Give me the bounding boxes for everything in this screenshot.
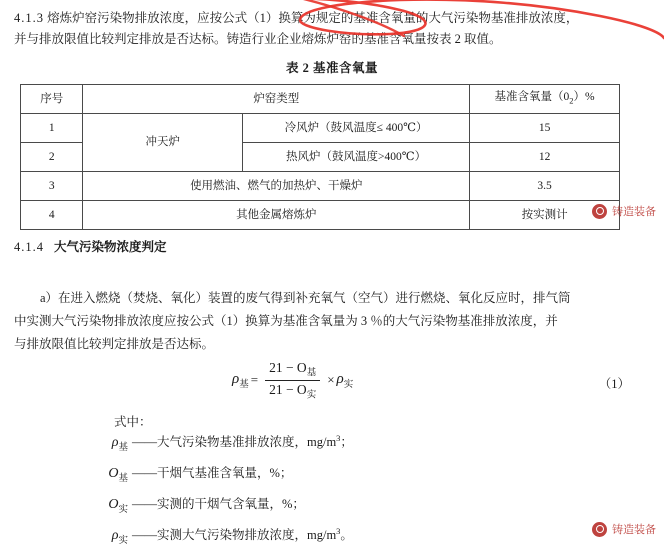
formula-lhs-sub: 基 <box>239 379 249 390</box>
paragraph-4-1-3-text1: 熔炼炉窑污染物排放浓度，应按公式（1）换算为规定的基准含氧量的大气污染物基准排放浓度， <box>47 11 579 25</box>
paragraph-a-line1: a）在进入燃烧（焚烧、氧化）装置的废气得到补充氧气（空气）进行燃烧、氧化反应时，排气筒 <box>40 291 571 305</box>
definition-unit-exponent: 3 <box>336 525 341 536</box>
definition-symbol <box>0 435 132 453</box>
formula-lhs <box>232 371 249 390</box>
formula-denominator <box>265 381 320 401</box>
formula-rhs-symbol: ρ <box>336 370 344 387</box>
table-title: 表 2 基准含氧量 <box>285 61 378 75</box>
brand-logo-icon <box>592 204 607 219</box>
formula-number: （1） <box>598 377 630 391</box>
formula-equals: = <box>250 372 259 388</box>
definition-item <box>0 463 664 494</box>
table-header-type: 炉窑类型 <box>83 85 470 114</box>
cell-no-2: 2 <box>21 143 83 172</box>
cell-subtype-2: 热风炉（鼓风温度>400℃） <box>242 143 469 172</box>
formula-multiply-sign: × <box>327 372 335 388</box>
cell-no-1: 1 <box>21 114 83 143</box>
watermark-text: 铸造装备 <box>612 524 656 536</box>
formula-lhs-symbol: ρ <box>232 370 240 387</box>
table-benchmark-oxygen <box>20 84 620 230</box>
definition-symbol <box>0 528 132 546</box>
table-header-o2-prefix: 基准含氧量（0 <box>494 90 570 103</box>
table-header-no: 序号 <box>21 85 83 114</box>
definition-unit-exponent: 3 <box>336 432 341 443</box>
definition-symbol-text: ρ <box>111 435 119 450</box>
paragraph-a <box>14 287 654 356</box>
section-number-4-1-4: 4.1.4 <box>14 240 44 254</box>
watermark-bottom <box>592 521 656 537</box>
cell-value-4: 按实测计 <box>470 201 620 230</box>
formula-rhs-sub: 实 <box>343 379 354 390</box>
definition-symbol-text: O <box>108 466 119 481</box>
definition-symbol <box>0 466 132 484</box>
definition-list <box>0 432 664 556</box>
table-row <box>21 201 620 230</box>
table-row <box>21 172 620 201</box>
cell-type-3: 使用燃油、燃气的加热炉、干燥炉 <box>83 172 470 201</box>
cell-value-2: 12 <box>470 143 620 172</box>
table-header-row <box>21 85 620 114</box>
brand-logo-icon <box>592 522 607 537</box>
section-heading-4-1-4 <box>14 237 167 258</box>
definition-text: ——实测的干烟气含氧量，%； <box>132 497 305 511</box>
cell-no-4: 4 <box>21 201 83 230</box>
cell-type-cupola: 冲天炉 <box>83 114 243 172</box>
definition-item <box>0 525 664 556</box>
cell-subtype-1: 冷风炉（鼓风温度≤ 400℃） <box>242 114 469 143</box>
where-label <box>14 412 152 433</box>
formula-row <box>0 360 664 408</box>
formula-numerator-sub: 基 <box>306 368 317 379</box>
definition-text-tail: ； <box>340 435 353 449</box>
definition-text-tail: 。 <box>340 528 353 542</box>
table-header-o2 <box>470 85 620 114</box>
paragraph-a-line2: 中实测大气污染物排放浓度应按公式（1）换算为基准含氧量为 3 ％的大气污染物基准排放浓度，并 <box>14 314 558 328</box>
paragraph-4-1-3 <box>14 8 654 50</box>
definition-symbol-sub: 基 <box>118 473 128 484</box>
cell-value-3: 3.5 <box>470 172 620 201</box>
definition-symbol-text: O <box>108 497 119 512</box>
definition-symbol <box>0 497 132 515</box>
table-row <box>21 114 620 143</box>
definition-symbol-sub: 基 <box>118 442 128 453</box>
formula-numerator <box>265 360 320 381</box>
definition-text-main: ——实测大气污染物排放浓度，mg/m <box>132 528 337 542</box>
paragraph-4-1-3-line1 <box>14 8 654 29</box>
cell-no-3: 3 <box>21 172 83 201</box>
section-title-4-1-4: 大气污染物浓度判定 <box>54 240 167 254</box>
formula-1 <box>232 360 353 400</box>
formula-fraction <box>265 360 320 400</box>
formula-denominator-sub: 实 <box>306 390 317 401</box>
definition-text <box>132 432 353 450</box>
paragraph-a-line3: 与排放限值比较判定排放是否达标。 <box>14 337 215 351</box>
formula-numerator-text: 21 − O <box>269 360 307 375</box>
section-number-4-1-3: 4.1.3 <box>14 11 44 25</box>
cell-value-1: 15 <box>470 114 620 143</box>
table-header-o2-sub: 2 <box>569 95 574 106</box>
cell-type-4: 其他金属熔炼炉 <box>83 201 470 230</box>
where-label-text: 式中： <box>114 415 152 429</box>
definition-symbol-text: ρ <box>111 528 119 543</box>
definition-text-main: ——大气污染物基准排放浓度，mg/m <box>132 435 337 449</box>
paragraph-4-1-3-line2: 并与排放限值比较判定排放是否达标。铸造行业企业熔炼炉窑的基准含氧量按表 2 取值。 <box>14 32 502 46</box>
definition-text: ——干烟气基准含氧量，%； <box>132 466 293 480</box>
formula-denominator-text: 21 − O <box>269 381 307 397</box>
watermark-top <box>592 203 656 219</box>
formula-rhs <box>337 371 354 390</box>
definition-item <box>0 494 664 525</box>
watermark-text: 铸造装备 <box>612 206 656 218</box>
definition-text <box>132 525 353 543</box>
definition-item <box>0 432 664 463</box>
definition-symbol-sub: 实 <box>118 535 128 546</box>
table-header-o2-suffix: ）% <box>573 90 595 103</box>
definition-symbol-sub: 实 <box>118 504 128 515</box>
